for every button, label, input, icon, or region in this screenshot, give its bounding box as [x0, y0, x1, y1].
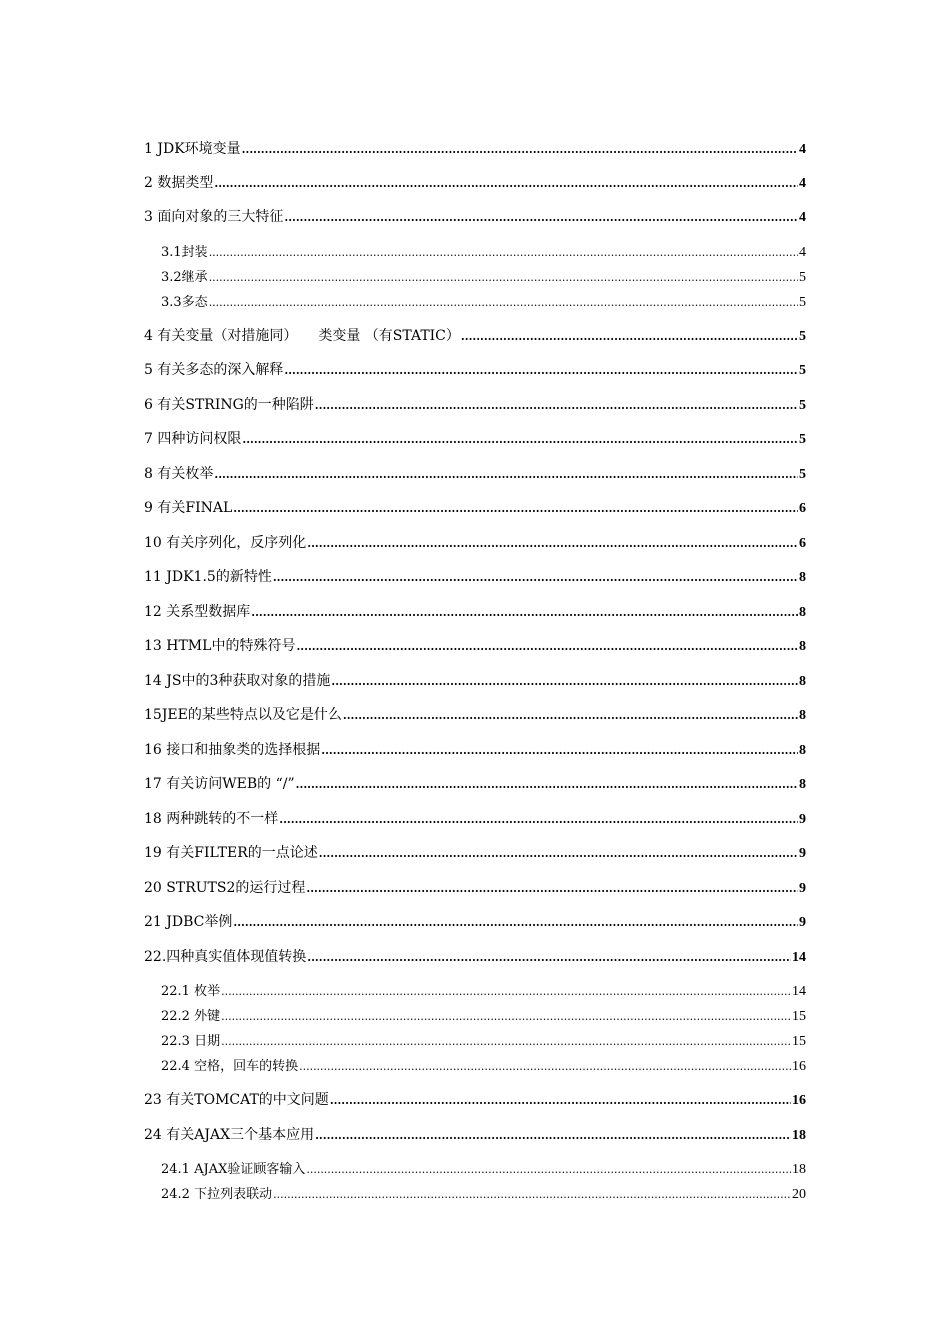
toc-leader-dots [307, 538, 798, 549]
toc-leader-dots [209, 247, 798, 258]
toc-page-number: 4 [799, 210, 806, 225]
toc-entry-title: 16 接口和抽象类的选择根据 [144, 742, 321, 758]
toc-entry-title: 3.3多态 [161, 295, 208, 310]
toc-leader-dots [343, 710, 798, 721]
toc-page-number: 16 [792, 1093, 806, 1108]
toc-entry-title: 12 关系型数据库 [144, 604, 251, 620]
toc-entry[interactable] [144, 1089, 806, 1109]
toc-entry-title: 3.1封装 [161, 245, 208, 260]
toc-entry[interactable] [144, 497, 806, 517]
toc-entry-title: 3 面向对象的三大特征 [144, 209, 284, 225]
toc-subentry[interactable] [161, 1030, 806, 1050]
toc-leader-dots [306, 1164, 791, 1175]
toc-entry-title: 22.4 空格，回车的转换 [161, 1059, 299, 1074]
toc-page-number: 20 [792, 1187, 806, 1202]
toc-entry-title: 22.四种真实值体现值转换 [144, 949, 307, 965]
toc-subentry[interactable] [161, 241, 806, 261]
toc-entry-title: 7 四种访问权限 [144, 431, 242, 447]
toc-leader-dots [315, 400, 798, 411]
toc-entry-title: 1 JDK环境变量 [144, 141, 241, 157]
toc-page-number: 14 [792, 950, 806, 965]
toc-subentry[interactable] [161, 1055, 806, 1075]
toc-entry-title: 22.1 枚举 [161, 984, 221, 999]
toc-page-number: 5 [799, 467, 806, 482]
toc-leader-dots [296, 779, 798, 790]
toc-page-number: 9 [799, 812, 806, 827]
toc-page-number: 4 [799, 245, 806, 260]
toc-leader-dots [319, 848, 798, 859]
toc-page-number: 4 [799, 142, 806, 157]
toc-page-number: 8 [799, 674, 806, 689]
toc-page-number: 8 [799, 639, 806, 654]
toc-entry-title: 4 有关变量（对措施同） 类变量 （有STATIC） [144, 328, 460, 344]
toc-entry[interactable] [144, 704, 806, 724]
toc-leader-dots [299, 1061, 791, 1072]
toc-page-number: 5 [799, 329, 806, 344]
toc-entry[interactable] [144, 566, 806, 586]
toc-page-number: 5 [799, 270, 806, 285]
toc-leader-dots [279, 814, 798, 825]
toc-leader-dots [242, 434, 798, 445]
toc-leader-dots [221, 1036, 791, 1047]
toc-entry-title: 24.1 AJAX验证顾客输入 [161, 1162, 306, 1177]
toc-entry-title: 15JEE的某些特点以及它是什么 [144, 707, 342, 723]
toc-page-number: 8 [799, 708, 806, 723]
toc-entry[interactable] [144, 394, 806, 414]
toc-entry[interactable] [144, 842, 806, 862]
toc-subentry[interactable] [161, 1005, 806, 1025]
toc-entry-title: 22.2 外键 [161, 1009, 221, 1024]
toc-page-number: 5 [799, 398, 806, 413]
toc-entry[interactable] [144, 739, 806, 759]
toc-page-number: 16 [792, 1059, 806, 1074]
toc-leader-dots [209, 272, 798, 283]
toc-page-number: 9 [799, 915, 806, 930]
toc-entry[interactable] [144, 1124, 806, 1144]
toc-entry-title: 20 STRUTS2的运行过程 [144, 880, 306, 896]
toc-leader-dots [306, 883, 798, 894]
toc-page-number: 5 [799, 295, 806, 310]
toc-page-number: 9 [799, 846, 806, 861]
toc-page-number: 4 [799, 176, 806, 191]
toc-page-number: 8 [799, 605, 806, 620]
toc-entry-title: 13 HTML中的特殊符号 [144, 638, 296, 654]
toc-entry[interactable] [144, 946, 806, 966]
toc-entry-title: 23 有关TOMCAT的中文问题 [144, 1092, 329, 1108]
toc-leader-dots [233, 503, 798, 514]
toc-entry[interactable] [144, 359, 806, 379]
toc-page-number: 8 [799, 570, 806, 585]
toc-entry[interactable] [144, 911, 806, 931]
toc-leader-dots [284, 365, 798, 376]
toc-subentry[interactable] [161, 1183, 806, 1203]
toc-leader-dots [321, 745, 798, 756]
toc-page-number: 5 [799, 432, 806, 447]
toc-entry-title: 24.2 下拉列表联动 [161, 1187, 273, 1202]
toc-entry-title: 22.3 日期 [161, 1034, 221, 1049]
toc-leader-dots [284, 212, 798, 223]
toc-leader-dots [214, 469, 798, 480]
toc-leader-dots [273, 572, 798, 583]
toc-page-number: 18 [792, 1162, 806, 1177]
toc-entry[interactable] [144, 635, 806, 655]
toc-leader-dots [214, 178, 798, 189]
toc-page-number: 15 [792, 1034, 806, 1049]
toc-entry[interactable] [144, 532, 806, 552]
toc-page-number: 8 [799, 743, 806, 758]
toc-subentry[interactable] [161, 980, 806, 1000]
toc-leader-dots [221, 986, 791, 997]
toc-entry-title: 10 有关序列化，反序列化 [144, 535, 307, 551]
toc-page-number: 6 [799, 536, 806, 551]
toc-page-number: 15 [792, 1009, 806, 1024]
toc-entry[interactable] [144, 877, 806, 897]
toc-leader-dots [233, 917, 798, 928]
toc-entry-title: 21 JDBC举例 [144, 914, 233, 930]
toc-entry-title: 2 数据类型 [144, 175, 214, 191]
toc-entry[interactable] [144, 670, 806, 690]
toc-subentry[interactable] [161, 1158, 806, 1178]
toc-entry-title: 8 有关枚举 [144, 466, 214, 482]
toc-entry-title: 11 JDK1.5的新特性 [144, 569, 272, 585]
toc-page-number: 8 [799, 777, 806, 792]
toc-entry[interactable] [144, 325, 806, 345]
toc-leader-dots [296, 641, 798, 652]
toc-entry-title: 18 两种跳转的不一样 [144, 811, 279, 827]
toc-page-number: 6 [799, 501, 806, 516]
toc-entry-title: 5 有关多态的深入解释 [144, 362, 284, 378]
toc-entry-title: 24 有关AJAX三个基本应用 [144, 1127, 315, 1143]
toc-page-number: 18 [792, 1128, 806, 1143]
toc-leader-dots [221, 1011, 791, 1022]
toc-entry[interactable] [144, 206, 806, 226]
toc-leader-dots [331, 676, 798, 687]
toc-entry-title: 6 有关STRING的一种陷阱 [144, 397, 314, 413]
toc-entry-title: 17 有关访问WEB的 “/” [144, 776, 295, 792]
toc-entry-title: 9 有关FINAL [144, 500, 233, 516]
toc-page-number: 5 [799, 363, 806, 378]
toc-entry[interactable] [144, 172, 806, 192]
toc-entry[interactable] [144, 138, 806, 158]
toc-leader-dots [209, 297, 798, 308]
toc-leader-dots [273, 1189, 791, 1200]
toc-entry[interactable] [144, 808, 806, 828]
toc-page-number: 14 [792, 984, 806, 999]
toc-leader-dots [242, 144, 798, 155]
toc-entry[interactable] [144, 463, 806, 483]
toc-leader-dots [251, 607, 798, 618]
toc-entry-title: 19 有关FILTER的一点论述 [144, 845, 318, 861]
toc-entry[interactable] [144, 601, 806, 621]
toc-subentry[interactable] [161, 291, 806, 311]
toc-subentry[interactable] [161, 266, 806, 286]
toc-leader-dots [307, 952, 791, 963]
toc-entry[interactable] [144, 773, 806, 793]
toc-entry-title: 3.2继承 [161, 270, 208, 285]
toc-entry-title: 14 JS中的3种获取对象的措施 [144, 673, 331, 689]
toc-leader-dots [330, 1095, 791, 1106]
toc-leader-dots [461, 331, 798, 342]
toc-page-number: 9 [799, 881, 806, 896]
toc-entry[interactable] [144, 428, 806, 448]
toc-leader-dots [315, 1130, 791, 1141]
